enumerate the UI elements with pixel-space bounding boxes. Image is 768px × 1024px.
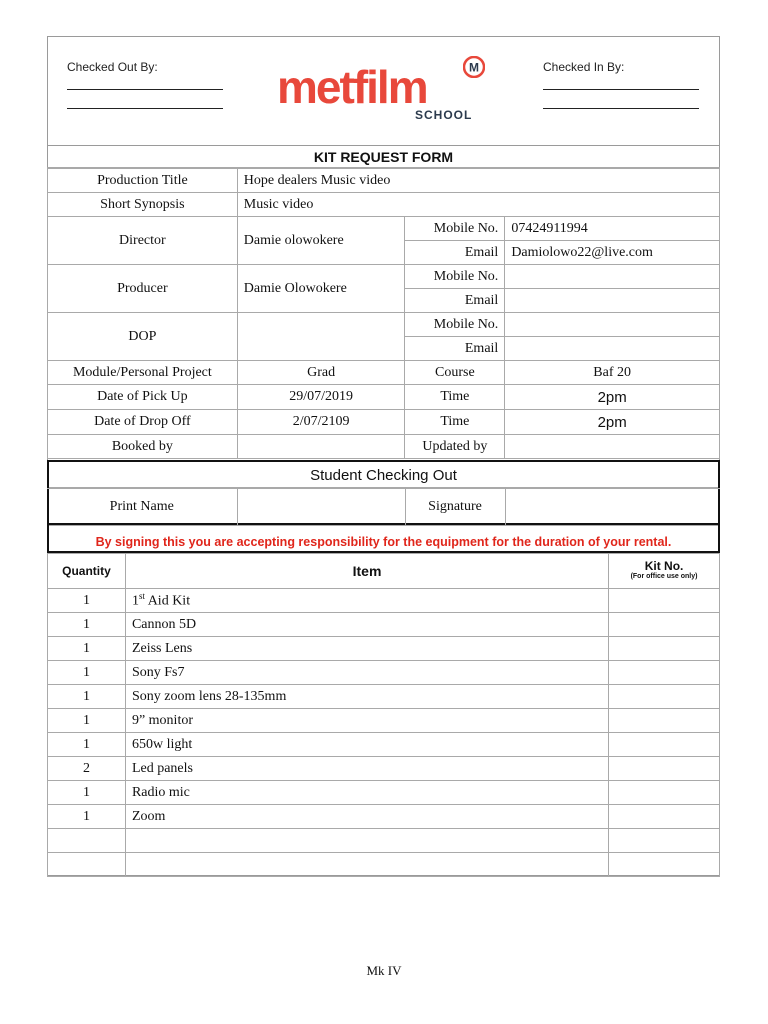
director-email-value[interactable]: Damiolowo22@live.com — [505, 241, 720, 265]
item-name[interactable]: Zoom — [125, 805, 608, 829]
course-label: Course — [405, 361, 505, 385]
table-row — [48, 805, 720, 829]
updated-by-label: Updated by — [405, 435, 505, 459]
dropoff-time-value[interactable]: 2pm — [505, 410, 720, 435]
item-kit-no[interactable] — [609, 733, 720, 757]
dop-value[interactable] — [237, 313, 405, 361]
form-header — [47, 36, 720, 146]
item-kit-no[interactable] — [609, 589, 720, 613]
dop-email-label: Email — [405, 337, 505, 361]
item-kit-no[interactable] — [609, 829, 720, 853]
item-header: Item — [125, 554, 608, 589]
table-row — [48, 685, 720, 709]
item-kit-no[interactable] — [609, 709, 720, 733]
production-title-value[interactable]: Hope dealers Music video — [237, 169, 719, 193]
item-kit-no[interactable] — [609, 781, 720, 805]
dop-label: DOP — [48, 313, 238, 361]
pickup-time-value[interactable]: 2pm — [505, 385, 720, 410]
director-label: Director — [48, 217, 238, 265]
item-name[interactable]: 9” monitor — [125, 709, 608, 733]
kit-no-subheader: (For office use only) — [630, 573, 698, 580]
checked-out-line-1 — [67, 89, 223, 90]
table-row — [48, 589, 720, 613]
items-table — [47, 553, 720, 877]
item-name[interactable]: Zeiss Lens — [125, 637, 608, 661]
item-name[interactable]: Led panels — [125, 757, 608, 781]
responsibility-warning: By signing this you are accepting responsibility for the equipment for the duration of your rental. — [95, 535, 672, 549]
table-row — [48, 853, 720, 877]
metfilm-logo: metfilm M SCHOOL — [277, 56, 477, 126]
item-name[interactable]: Sony Fs7 — [125, 661, 608, 685]
logo-badge-icon — [463, 56, 485, 78]
table-row — [48, 637, 720, 661]
table-row — [48, 829, 720, 853]
table-row — [48, 661, 720, 685]
dropoff-time-label: Time — [405, 410, 505, 435]
item-name[interactable]: Radio mic — [125, 781, 608, 805]
item-quantity[interactable]: 1 — [48, 733, 126, 757]
print-name-label: Print Name — [47, 489, 237, 526]
producer-mobile-value[interactable] — [505, 265, 720, 289]
checked-in-label: Checked In By: — [543, 60, 625, 74]
item-quantity[interactable]: 1 — [48, 709, 126, 733]
pickup-label: Date of Pick Up — [48, 385, 238, 410]
dropoff-value[interactable]: 2/07/2109 — [237, 410, 405, 435]
table-row — [48, 733, 720, 757]
form-title: KIT REQUEST FORM — [47, 146, 720, 168]
kit-no-header: Kit No. (For office use only) — [609, 554, 720, 589]
module-value[interactable]: Grad — [237, 361, 405, 385]
production-title-label: Production Title — [48, 169, 238, 193]
item-kit-no[interactable] — [609, 757, 720, 781]
item-kit-no[interactable] — [609, 613, 720, 637]
producer-label: Producer — [48, 265, 238, 313]
item-quantity[interactable]: 2 — [48, 757, 126, 781]
producer-mobile-label: Mobile No. — [405, 265, 505, 289]
dop-email-value[interactable] — [505, 337, 720, 361]
booked-by-value[interactable] — [237, 435, 405, 459]
director-value[interactable]: Damie olowokere — [237, 217, 405, 265]
item-name[interactable]: Cannon 5D — [125, 613, 608, 637]
synopsis-value[interactable]: Music video — [237, 193, 719, 217]
table-row — [48, 757, 720, 781]
dop-mobile-label: Mobile No. — [405, 313, 505, 337]
item-quantity[interactable]: 1 — [48, 661, 126, 685]
table-row — [48, 709, 720, 733]
item-name[interactable]: 1st Aid Kit — [125, 589, 608, 613]
details-table — [47, 168, 720, 459]
dop-mobile-value[interactable] — [505, 313, 720, 337]
item-quantity[interactable]: 1 — [48, 805, 126, 829]
student-checking-out-section — [47, 460, 720, 525]
checked-in-line-1 — [543, 89, 699, 90]
table-row — [48, 613, 720, 637]
item-kit-no[interactable] — [609, 805, 720, 829]
module-label: Module/Personal Project — [48, 361, 238, 385]
item-name[interactable] — [125, 853, 608, 877]
director-email-label: Email — [405, 241, 505, 265]
quantity-header: Quantity — [48, 554, 126, 589]
student-section-title: Student Checking Out — [49, 462, 718, 488]
table-row — [48, 781, 720, 805]
student-table — [47, 488, 720, 526]
course-value[interactable]: Baf 20 — [505, 361, 720, 385]
pickup-value[interactable]: 29/07/2019 — [237, 385, 405, 410]
item-quantity[interactable]: 1 — [48, 637, 126, 661]
item-quantity[interactable] — [48, 853, 126, 877]
item-name[interactable]: 650w light — [125, 733, 608, 757]
item-quantity[interactable]: 1 — [48, 685, 126, 709]
updated-by-value[interactable] — [505, 435, 720, 459]
item-kit-no[interactable] — [609, 853, 720, 877]
footer-version: Mk IV — [366, 963, 402, 978]
item-quantity[interactable]: 1 — [48, 589, 126, 613]
item-quantity[interactable]: 1 — [48, 781, 126, 805]
checked-out-label: Checked Out By: — [67, 60, 158, 74]
producer-email-value[interactable] — [505, 289, 720, 313]
director-mobile-label: Mobile No. — [405, 217, 505, 241]
synopsis-label: Short Synopsis — [48, 193, 238, 217]
svg-text:M: M — [469, 60, 479, 75]
print-name-field[interactable] — [237, 489, 405, 526]
pickup-time-label: Time — [405, 385, 505, 410]
item-quantity[interactable] — [48, 829, 126, 853]
signature-label: Signature — [405, 489, 505, 526]
item-kit-no[interactable] — [609, 637, 720, 661]
item-name[interactable]: Sony zoom lens 28-135mm — [125, 685, 608, 709]
booked-by-label: Booked by — [48, 435, 238, 459]
item-name[interactable] — [125, 829, 608, 853]
dropoff-label: Date of Drop Off — [48, 410, 238, 435]
item-quantity[interactable]: 1 — [48, 613, 126, 637]
director-mobile-value[interactable]: 07424911994 — [505, 217, 720, 241]
checked-out-line-2 — [67, 108, 223, 109]
producer-email-label: Email — [405, 289, 505, 313]
producer-value[interactable]: Damie Olowokere — [237, 265, 405, 313]
checked-in-line-2 — [543, 108, 699, 109]
item-kit-no[interactable] — [609, 685, 720, 709]
item-kit-no[interactable] — [609, 661, 720, 685]
signature-field[interactable] — [505, 489, 720, 526]
